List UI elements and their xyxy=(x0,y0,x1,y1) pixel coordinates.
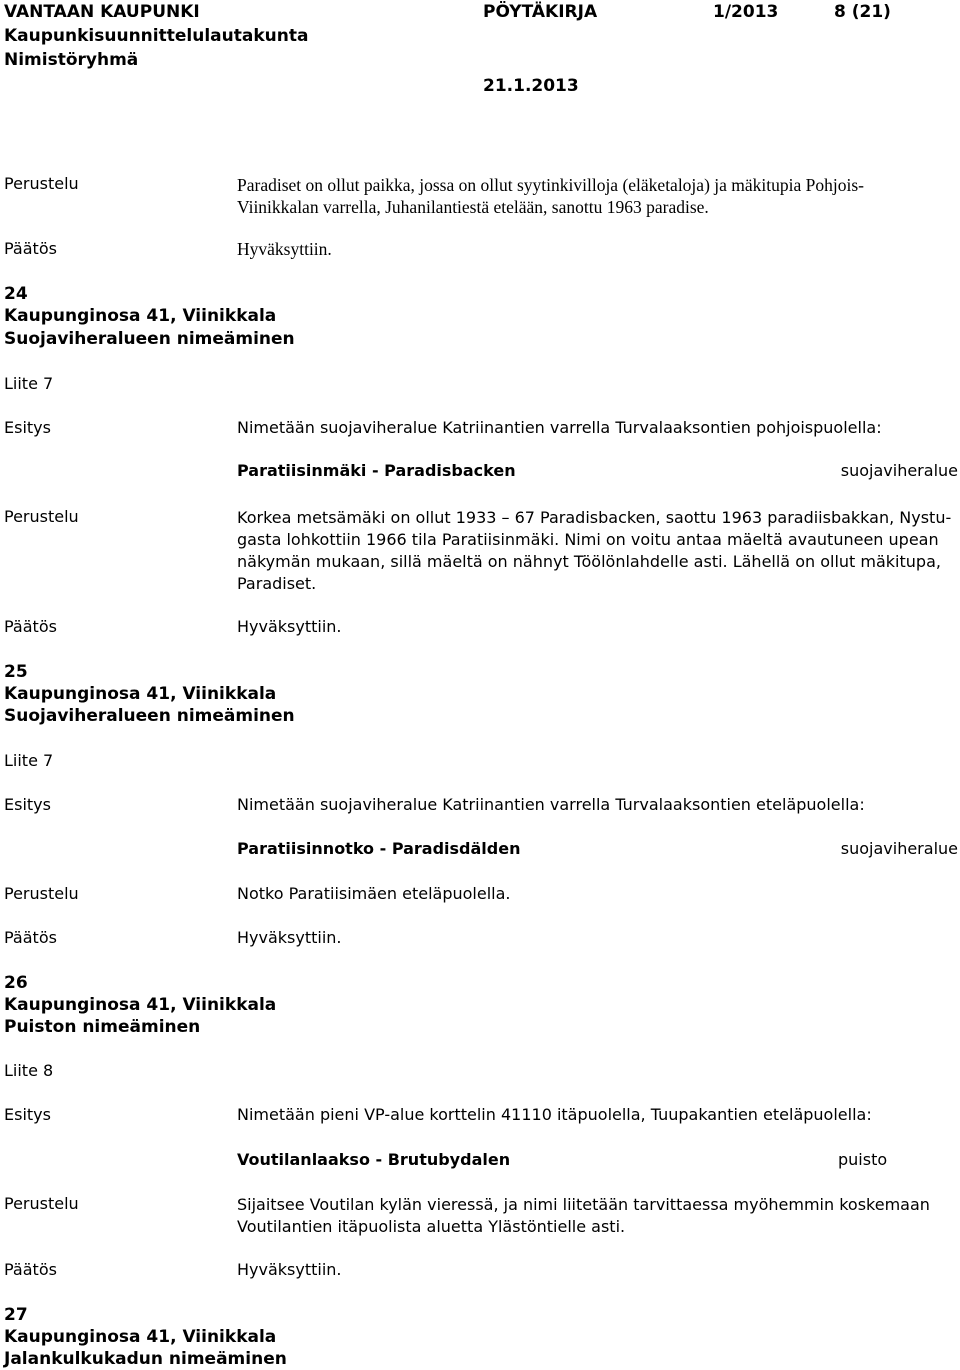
esitys-text: Nimetään pieni VP-alue korttelin 41110 itäpuolella, Tuupakantien eteläpuolella: xyxy=(237,1105,872,1124)
perustelu-line: Korkea metsämäki on ollut 1933 – 67 Paradisbacken, saottu 1963 paradiisbakkan, Nystu- xyxy=(237,508,952,527)
page-number: 8 (21) xyxy=(834,2,891,22)
paatos-label: Päätös xyxy=(4,1260,57,1279)
item-number: 26 xyxy=(4,973,28,993)
perustelu-line: gasta lohkottiin 1966 tila Paratiisinmäki. Nimi on voitu antaa mäeltä avautuneen upean xyxy=(237,530,939,549)
item-title: Jalankulkukadun nimeäminen xyxy=(4,1349,287,1369)
perustelu-label: Perustelu xyxy=(4,1194,79,1213)
item-title: Suojaviheralueen nimeäminen xyxy=(4,329,295,349)
proposed-name: Voutilanlaakso - Brutubydalen xyxy=(237,1150,511,1169)
esitys-text: Nimetään suojaviheralue Katriinantien varrella Turvalaaksontien pohjoispuolella: xyxy=(237,418,882,437)
perustelu-line: Paradiset. xyxy=(237,574,317,593)
item-district: Kaupunginosa 41, Viinikkala xyxy=(4,1327,277,1347)
perustelu-line: näkymän mukaan, sillä mäeltä on nähnyt Töölönlahdelle asti. Lähellä on ollut mäkitupa, xyxy=(237,552,941,571)
perustelu-label: Perustelu xyxy=(4,174,79,193)
committee-name: Kaupunkisuunnittelulautakunta xyxy=(4,26,309,46)
name-type: puisto xyxy=(838,1150,888,1169)
perustelu-text xyxy=(237,507,951,595)
perustelu-line: Paradiset on ollut paikka, jossa on ollut syytinkivilloja (eläketaloja) ja mäkitupia Pohjois- xyxy=(237,175,864,195)
proposed-name: Paratiisinmäki - Paradisbacken xyxy=(237,461,516,480)
perustelu-label: Perustelu xyxy=(4,884,79,903)
item-district: Kaupunginosa 41, Viinikkala xyxy=(4,995,277,1015)
esitys-label: Esitys xyxy=(4,418,51,437)
liite-label: Liite 8 xyxy=(4,1061,54,1080)
paatos-label: Päätös xyxy=(4,617,57,636)
paatos-text: Hyväksyttiin. xyxy=(237,617,342,636)
perustelu-label: Perustelu xyxy=(4,507,79,526)
name-type: suojaviheralue xyxy=(840,839,958,858)
esitys-label: Esitys xyxy=(4,1105,51,1124)
paatos-label: Päätös xyxy=(4,239,57,258)
paatos-text: Hyväksyttiin. xyxy=(237,239,332,259)
paatos-label: Päätös xyxy=(4,928,57,947)
esitys-text: Nimetään suojaviheralue Katriinantien varrella Turvalaaksontien eteläpuolella: xyxy=(237,795,865,814)
liite-label: Liite 7 xyxy=(4,751,54,770)
document-type: PÖYTÄKIRJA xyxy=(483,2,598,22)
group-name: Nimistöryhmä xyxy=(4,50,139,70)
item-title: Suojaviheralueen nimeäminen xyxy=(4,706,295,726)
proposed-name: Paratiisinnotko - Paradisdälden xyxy=(237,839,521,858)
esitys-label: Esitys xyxy=(4,795,51,814)
item-title: Puiston nimeäminen xyxy=(4,1017,201,1037)
name-type: suojaviheralue xyxy=(840,461,958,480)
perustelu-line: Voutilantien itäpuolista aluetta Ylästöntielle asti. xyxy=(237,1217,626,1236)
perustelu-text: Notko Paratiisimäen eteläpuolella. xyxy=(237,884,511,903)
item-district: Kaupunginosa 41, Viinikkala xyxy=(4,684,277,704)
perustelu-text xyxy=(237,1194,930,1238)
meeting-date: 21.1.2013 xyxy=(483,76,579,96)
perustelu-text xyxy=(237,174,864,218)
perustelu-line: Viinikkalan varrella, Juhanilantiestä etelään, sanottu 1963 paradise. xyxy=(237,197,709,217)
item-district: Kaupunginosa 41, Viinikkala xyxy=(4,306,277,326)
paatos-text: Hyväksyttiin. xyxy=(237,1260,342,1279)
item-number: 24 xyxy=(4,284,28,304)
paatos-text: Hyväksyttiin. xyxy=(237,928,342,947)
liite-label: Liite 7 xyxy=(4,374,54,393)
organization-name: VANTAAN KAUPUNKI xyxy=(4,2,200,22)
item-number: 25 xyxy=(4,662,28,682)
document-number: 1/2013 xyxy=(713,2,779,22)
perustelu-line: Sijaitsee Voutilan kylän vieressä, ja nimi liitetään tarvittaessa myöhemmin koskemaan xyxy=(237,1195,930,1214)
item-number: 27 xyxy=(4,1305,28,1325)
